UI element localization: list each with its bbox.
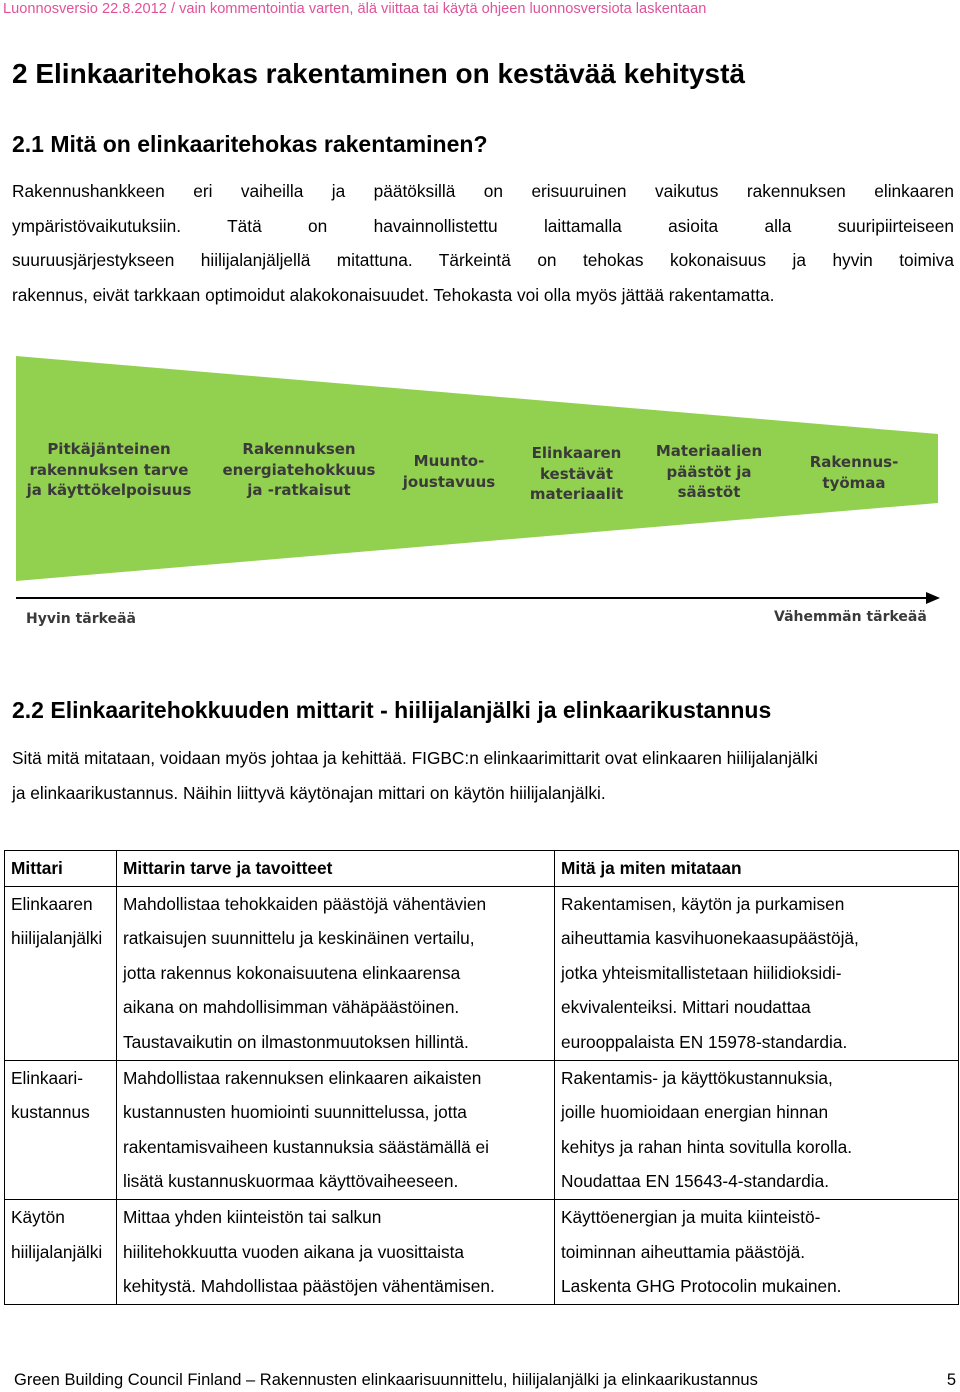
paragraph-line: Sitä mitä mitataan, voidaan myös johtaa ja kehittää. FIGBC:n elinkaarimittarit ovat elinkaaren hiilijalanjälki (12, 748, 818, 768)
importance-wedge-diagram (14, 352, 954, 642)
page-footer (14, 1369, 956, 1391)
metric-need-cell: Mahdollistaa tehokkaiden päästöjä vähentävien ratkaisujen suunnittelu ja keskinäinen vertailu, jotta rakennus kokonaisuutena elinkaarensa aikana on mahdollisimman vähäpäästöinen. Taustavaikutin on ilmastonmuutoksen hillintä. (117, 886, 555, 1060)
column-header-tarve: Mittarin tarve ja tavoitteet (117, 851, 555, 887)
section-2-1-paragraph (12, 174, 954, 312)
section-heading-2-1: 2.1 Mitä on elinkaaritehokas rakentaminen? (12, 131, 488, 157)
metric-need-cell: Mahdollistaa rakennuksen elinkaaren aikaisten kustannusten huomiointi suunnittelussa, jotta rakentamisvaiheen kustannuksia säästämällä ei lisätä kustannuskuormaa käyttövaiheeseen. (117, 1060, 555, 1199)
chapter-heading: 2 Elinkaaritehokas rakentaminen on kestävää kehitystä (12, 58, 746, 89)
metric-name-cell: Elinkaaren hiilijalanjälki (5, 886, 117, 1060)
diagram-item: Materiaalien päästöt ja säästöt (655, 442, 763, 501)
table-row (5, 1060, 959, 1199)
table-row (5, 886, 959, 1060)
column-header-mitataan: Mitä ja miten mitataan (555, 851, 959, 887)
footer-text: Green Building Council Finland – Rakennusten elinkaarisuunnittelu, hiilijalanjälki ja elinkaarikustannus (14, 1371, 758, 1389)
metric-method-cell: Rakentamisen, käytön ja purkamisen aiheuttamia kasvihuonekaasupäästöjä, jotka yhteismitallistetaan hiilidioksidi- ekvivalenteiksi. Mittari noudattaa eurooppalaista EN 15978-standardia. (555, 886, 959, 1060)
page-number: 5 (946, 1371, 956, 1389)
metric-need-cell: Mittaa yhden kiinteistön tai salkun hiilitehokkuutta vuoden aikana ja vuosittaista kehitystä. Mahdollistaa päästöjen vähentämisen. (117, 1199, 555, 1304)
axis-arrowhead (926, 592, 940, 604)
metrics-table (4, 850, 959, 1305)
metric-name-cell: Käytön hiilijalanjälki (5, 1199, 117, 1304)
paragraph-line: ympäristövaikutuksiin. Tätä on havainnollistettu laittamalla asioita alla suuripiirteiseen (12, 215, 954, 236)
diagram-item: Pitkäjänteinen rakennuksen tarve ja käyttökelpoisuus (26, 440, 192, 499)
diagram-item: Muunto- joustavuus (402, 452, 496, 491)
diagram-item: Elinkaaren kestävät materiaalit (529, 444, 624, 503)
axis-label-left: Hyvin tärkeää (26, 611, 136, 627)
metric-method-cell: Rakentamis- ja käyttökustannuksia, joille huomioidaan energian hinnan kehitys ja rahan hinta sovitulla korolla. Noudattaa EN 15643-4-standardia. (555, 1060, 959, 1199)
column-header-mittari: Mittari (5, 851, 117, 887)
axis-label-right: Vähemmän tärkeää (774, 609, 927, 625)
paragraph-line: suuruusjärjestykseen hiilijalanjäljellä mitattuna. Tärkeintä on tehokas kokonaisuus ja hyvin toimiva (12, 250, 954, 271)
draft-notice: Luonnosversio 22.8.2012 / vain kommentointia varten, älä viittaa tai käytä ohjeen luonnosversiota laskentaan (3, 1, 707, 17)
section-heading-2-2: 2.2 Elinkaaritehokkuuden mittarit - hiilijalanjälki ja elinkaarikustannus (12, 697, 772, 723)
paragraph-line: Rakennushankkeen eri vaiheilla ja päätöksillä on erisuuruinen vaikutus rakennuksen elinkaaren (12, 181, 954, 201)
paragraph-line: rakennus, eivät tarkkaan optimoidut alakokonaisuudet. Tehokasta voi olla myös jättää rakentamatta. (12, 284, 775, 305)
diagram-item: Rakennuksen energiatehokkuus ja -ratkaisut (222, 440, 376, 499)
metric-method-cell: Käyttöenergian ja muita kiinteistö- toiminnan aiheuttamia päästöjä. Laskenta GHG Protocolin mukainen. (555, 1199, 959, 1304)
table-row (5, 1199, 959, 1304)
section-2-2-paragraph (12, 741, 954, 810)
metric-name-cell: Elinkaari- kustannus (5, 1060, 117, 1199)
paragraph-line: ja elinkaarikustannus. Näihin liittyvä käytönajan mittari on käytön hiilijalanjälki. (12, 782, 606, 803)
table-header-row (5, 851, 959, 887)
diagram-item: Rakennus- työmaa (809, 453, 899, 492)
